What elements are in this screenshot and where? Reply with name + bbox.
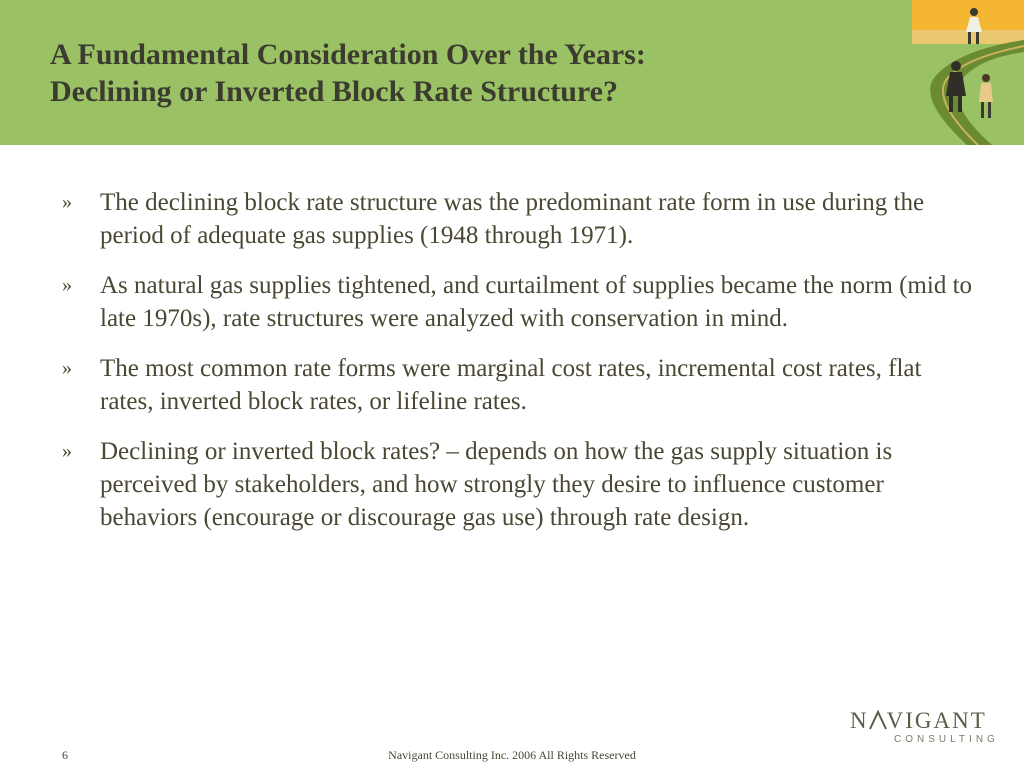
walking-people-illustration bbox=[912, 0, 1024, 145]
logo-a-chevron-icon bbox=[869, 710, 887, 730]
slide-title bbox=[50, 36, 870, 110]
bullet-item bbox=[62, 186, 972, 252]
bullet-text: Declining or inverted block rates? – depends on how the gas supply situation is perceived by stakeholders, and how strongly they desire to influence customer behaviors (encourage or discourage gas use) through rate design. bbox=[100, 438, 893, 531]
bullet-marker: » bbox=[62, 440, 72, 462]
bullet-list bbox=[62, 186, 972, 551]
bullet-text: The declining block rate structure was the predominant rate form in use during the period of adequate gas supplies (1948 through 1971). bbox=[100, 189, 925, 249]
bullet-marker: » bbox=[62, 191, 72, 213]
navigant-logo bbox=[848, 708, 999, 748]
bullet-item bbox=[62, 269, 972, 335]
bullet-item bbox=[62, 435, 972, 534]
logo-subtitle: CONSULTING bbox=[894, 734, 999, 745]
slide-title-line-1: A Fundamental Consideration Over the Years: bbox=[50, 38, 646, 71]
header-illustration bbox=[912, 0, 1024, 145]
bullet-marker: » bbox=[62, 357, 72, 379]
slide-title-line-2: Declining or Inverted Block Rate Structure? bbox=[50, 75, 618, 108]
bullet-item bbox=[62, 352, 972, 418]
footer-copyright: Navigant Consulting Inc. 2006 All Rights Reserved bbox=[388, 748, 636, 762]
bullet-text: As natural gas supplies tightened, and curtailment of supplies became the norm (mid to late 1970s), rate structures were analyzed with conservation in mind. bbox=[100, 272, 973, 332]
logo-word-left: N bbox=[850, 708, 869, 733]
logo-word-right: VIGANT bbox=[886, 708, 987, 733]
bullet-text: The most common rate forms were marginal cost rates, incremental cost rates, flat rates, inverted block rates, or lifeline rates. bbox=[100, 355, 922, 415]
bullet-marker: » bbox=[62, 274, 72, 296]
page-number: 6 bbox=[62, 748, 68, 762]
logo-wordmark bbox=[850, 708, 987, 734]
